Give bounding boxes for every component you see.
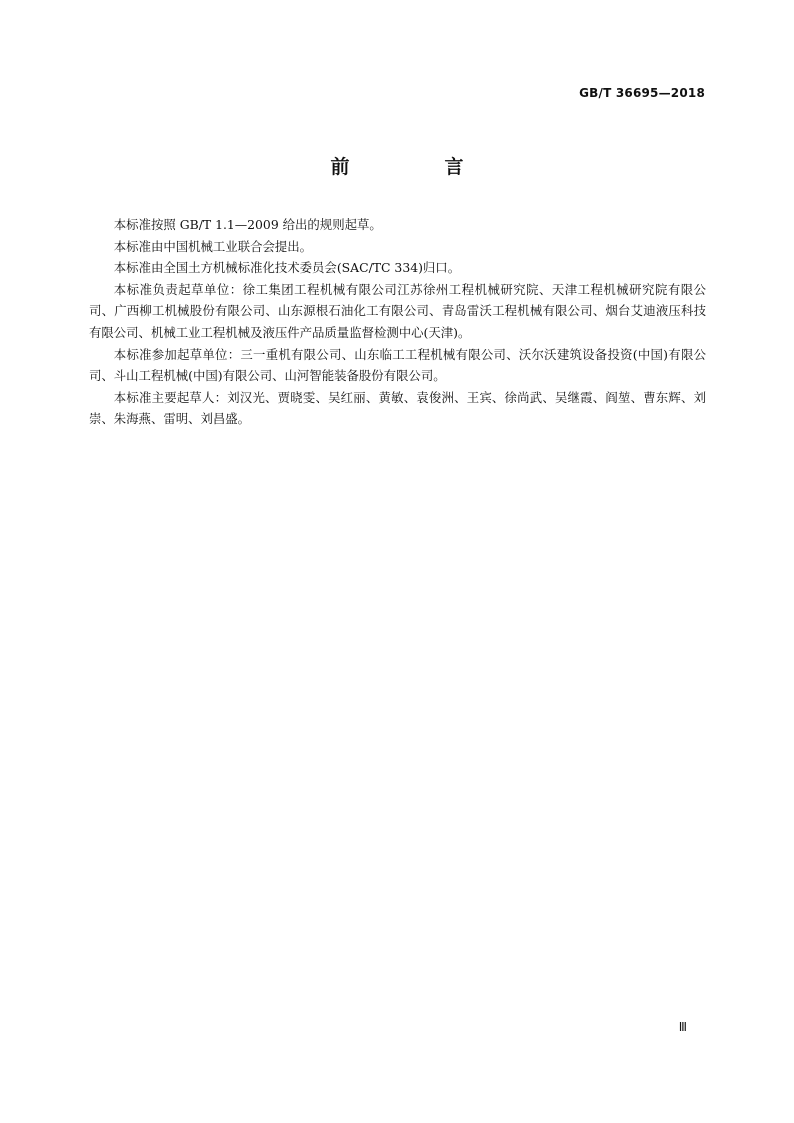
paragraph-main-authors: 本标准主要起草人：刘汉光、贾晓雯、吴红丽、黄敏、袁俊洲、王宾、徐尚武、吴继霞、阎堃、曹东辉、刘崇、朱海燕、雷明、刘昌盛。 bbox=[89, 389, 706, 427]
paragraph-drafting-rules: 本标准按照 GB/T 1.1—2009 给出的规则起草。 bbox=[113, 217, 382, 232]
paragraph-proposer: 本标准由中国机械工业联合会提出。 bbox=[113, 238, 313, 254]
page-title: 前 言 bbox=[330, 156, 502, 178]
paragraph-committee: 本标准由全国土方机械标准化技术委员会(SAC/TC 334)归口。 bbox=[113, 260, 461, 276]
paragraph-lead-drafters: 本标准负责起草单位：徐工集团工程机械有限公司江苏徐州工程机械研究院、天津工程机械研究院有限公司、广西柳工机械股份有限公司、山东源根石油化工有限公司、青岛雷沃工程机械有限公司、烟台艾迪液压科技有限公司、机械工业工程机械及液压件产品质量监督检测中心(天津)。 bbox=[89, 281, 706, 340]
standard-number: GB/T 36695—2018 bbox=[579, 86, 705, 100]
foreword-body bbox=[89, 214, 706, 430]
page-number: Ⅲ bbox=[678, 1020, 687, 1034]
paragraph-participating-drafters: 本标准参加起草单位：三一重机有限公司、山东临工工程机械有限公司、沃尔沃建筑设备投资(中国)有限公司、斗山工程机械(中国)有限公司、山河智能装备股份有限公司。 bbox=[89, 346, 706, 384]
